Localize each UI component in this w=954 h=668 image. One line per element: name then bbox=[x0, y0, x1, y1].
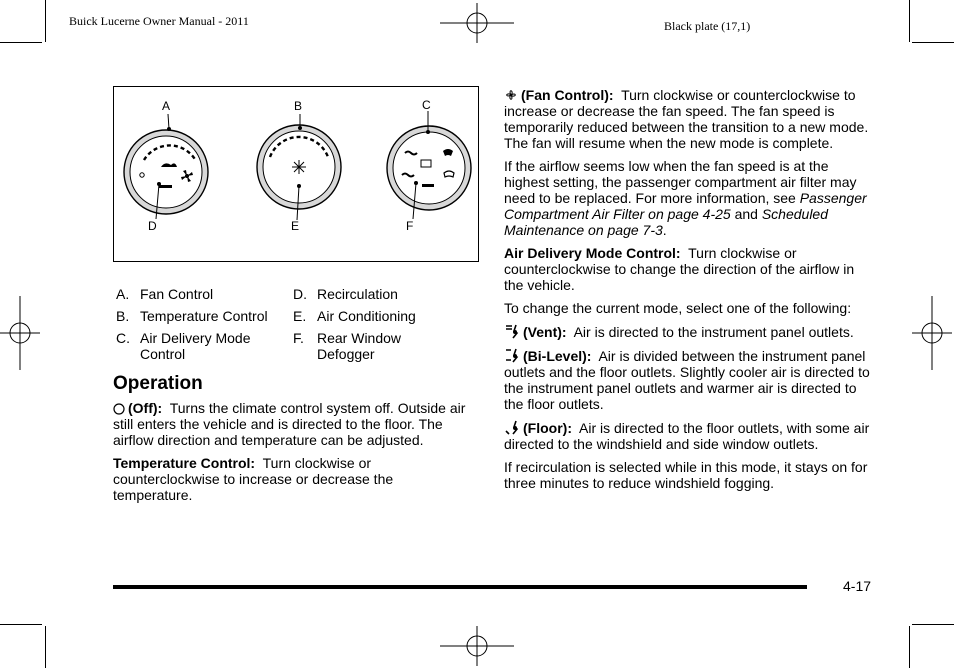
and-text: and bbox=[734, 206, 758, 222]
maintenance-link[interactable]: Scheduled Maintenance on page 7-3 bbox=[504, 206, 829, 238]
mode-paragraph bbox=[504, 245, 870, 293]
legend-text: Temperature Control bbox=[140, 308, 268, 324]
callout-label-a: A bbox=[162, 99, 171, 113]
fan-icon bbox=[504, 88, 518, 102]
vent-paragraph bbox=[504, 323, 870, 340]
temperature-text: Turn clockwise or counterclockwise to increase or decrease the temperature. bbox=[113, 455, 394, 503]
crop-mark bbox=[912, 624, 954, 625]
bilevel-text: Air is divided between the instrument panel outlets and the floor outlets. Slightly cooler air is directed to the instrument panel outlets and warmer air is directed to the floor outlets. bbox=[504, 348, 870, 412]
legend-text: Control bbox=[140, 346, 186, 362]
temperature-paragraph bbox=[113, 455, 473, 503]
right-column bbox=[504, 87, 870, 498]
floor-mode-icon bbox=[504, 419, 520, 435]
callout-label-d: D bbox=[148, 219, 157, 233]
floor-text: Air is directed to the floor outlets, with some air directed to the windshield and side window outlets. bbox=[504, 420, 870, 452]
floor-paragraph bbox=[504, 419, 870, 452]
legend-key: C. bbox=[116, 330, 130, 346]
registration-mark-bottom bbox=[440, 626, 514, 666]
legend-key: D. bbox=[293, 286, 307, 302]
fan-text: Turn clockwise or counterclockwise to increase or decrease the fan speed. The fan speed is temporarily reduced between the transition to a new mode. The fan will resume when the new mode is complete. bbox=[504, 87, 869, 151]
mode-label: Air Delivery Mode Control: bbox=[504, 245, 681, 261]
crop-mark bbox=[912, 42, 954, 43]
off-text: Turns the climate control system off. Outside air still enters the vehicle and is directed to the floor. The airflow direction and temperature can be adjusted. bbox=[113, 400, 466, 448]
legend-text: Defogger bbox=[317, 346, 375, 362]
fan-control-knob bbox=[124, 130, 208, 214]
legend-key: E. bbox=[293, 308, 307, 324]
crop-mark bbox=[0, 42, 42, 43]
crop-mark bbox=[0, 624, 42, 625]
registration-mark-right bbox=[912, 296, 952, 370]
page-number: 4-17 bbox=[843, 578, 872, 594]
recirculation-paragraph bbox=[504, 459, 870, 491]
change-mode-text: To change the current mode, select one of the following: bbox=[504, 300, 852, 316]
callout-label-f: F bbox=[406, 219, 414, 233]
change-mode-paragraph bbox=[504, 300, 870, 316]
bilevel-mode-icon bbox=[504, 347, 520, 363]
legend-key: F. bbox=[293, 330, 304, 346]
temperature-control-knob bbox=[257, 125, 341, 209]
crop-mark bbox=[909, 626, 910, 668]
bilevel-paragraph bbox=[504, 347, 870, 412]
crop-mark bbox=[909, 0, 910, 42]
legend-text: Air Delivery Mode bbox=[140, 330, 251, 346]
legend-text: Fan Control bbox=[140, 286, 214, 302]
climate-controls-illustration bbox=[114, 87, 478, 261]
left-column bbox=[113, 373, 473, 510]
recirculation-text: If recirculation is selected while in this mode, it stays on for three minutes to reduce windshield fogging. bbox=[504, 459, 868, 491]
vent-text: Air is directed to the instrument panel outlets. bbox=[573, 324, 854, 340]
callout-label-b: B bbox=[294, 99, 303, 113]
legend-text: Recirculation bbox=[317, 286, 398, 302]
legend-key: B. bbox=[116, 308, 130, 324]
period-text: . bbox=[662, 222, 667, 238]
registration-mark-left bbox=[0, 296, 40, 370]
crop-mark bbox=[45, 626, 46, 668]
registration-mark-top bbox=[440, 3, 514, 43]
vent-mode-icon bbox=[504, 323, 520, 339]
snowflake-icon bbox=[292, 160, 306, 174]
off-paragraph bbox=[113, 400, 473, 448]
legend-text: Air Conditioning bbox=[317, 308, 416, 324]
vent-label: (Vent): bbox=[523, 324, 567, 340]
crop-mark bbox=[45, 0, 46, 42]
air-delivery-mode-knob bbox=[387, 126, 471, 210]
climate-controls-figure bbox=[113, 86, 479, 262]
callout-label-e: E bbox=[291, 219, 300, 233]
bilevel-label: (Bi-Level): bbox=[523, 348, 592, 364]
footer-rule bbox=[113, 585, 807, 589]
mode-text: Turn clockwise or counterclockwise to change the direction of the airflow in the vehicle. bbox=[504, 245, 855, 293]
legend-text: Rear Window bbox=[317, 330, 402, 346]
air-filter-link[interactable]: Passenger Compartment Air Filter on page 4-25 bbox=[504, 190, 867, 222]
section-heading: Operation bbox=[113, 373, 203, 394]
legend-key: A. bbox=[116, 286, 130, 302]
manual-title: Buick Lucerne Owner Manual - 2011 bbox=[69, 14, 249, 28]
temperature-label: Temperature Control: bbox=[113, 455, 256, 471]
airflow-text: If the airflow seems low when the fan speed is at the highest setting, the passenger compartment air filter may need to be replaced. For more information, see bbox=[504, 158, 857, 206]
power-off-icon bbox=[113, 403, 125, 415]
airflow-paragraph bbox=[504, 158, 870, 238]
fan-label: (Fan Control): bbox=[521, 87, 614, 103]
floor-label: (Floor): bbox=[523, 420, 572, 436]
fan-paragraph bbox=[504, 87, 870, 151]
plate-label: Black plate (17,1) bbox=[664, 19, 751, 33]
callout-label-c: C bbox=[422, 98, 431, 112]
off-label: (Off): bbox=[128, 400, 163, 416]
